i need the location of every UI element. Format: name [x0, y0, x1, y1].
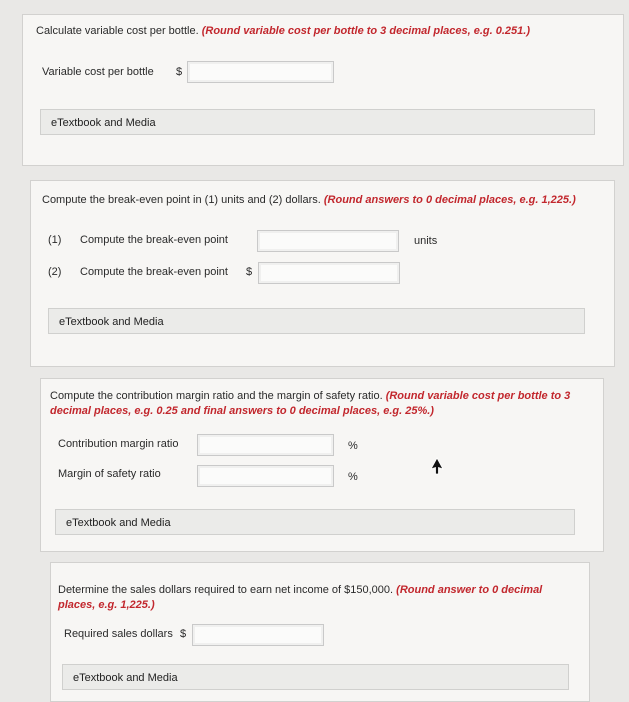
section3-etextbook-link[interactable]: eTextbook and Media [55, 509, 575, 535]
section4-question [58, 583, 568, 613]
section2-rounding-note: (Round answers to 0 decimal places, e.g. 1,225.) [323, 194, 576, 206]
margin-of-safety-ratio-unit: % [348, 471, 358, 483]
section4-etextbook-link[interactable]: eTextbook and Media [62, 664, 569, 690]
section4-question-text: Determine the sales dollars required to earn net income of $150,000. [58, 584, 394, 596]
margin-of-safety-ratio-input[interactable] [197, 465, 334, 487]
section1-rounding-note: (Round variable cost per bottle to 3 decimal places, e.g. 0.251.) [201, 25, 530, 37]
required-sales-dollars-input[interactable] [192, 624, 324, 646]
mouse-cursor-icon [430, 457, 444, 475]
section2-question [42, 193, 602, 208]
break-even-dollars-input[interactable] [258, 262, 400, 284]
section1-etextbook-link[interactable]: eTextbook and Media [40, 109, 595, 135]
section3-rounding-note: (Round variable cost per bottle to 3 decimal places, e.g. 0.25 and final answers to 0 decimal places, e.g. 25%.) [50, 390, 571, 417]
break-even-row2-number: (2) [48, 266, 62, 278]
section3-question-text: Compute the contribution margin ratio and the margin of safety ratio. [50, 390, 383, 402]
required-sales-dollars-label: Required sales dollars [64, 628, 173, 640]
break-even-units-input[interactable] [257, 230, 399, 252]
section2-etextbook-link[interactable]: eTextbook and Media [48, 308, 585, 334]
section4-rounding-note: (Round answer to 0 decimal places, e.g. 1,225.) [58, 584, 543, 611]
break-even-units-label: Compute the break-even point [80, 234, 228, 246]
section1-question [36, 24, 596, 39]
variable-cost-input[interactable] [187, 61, 334, 83]
required-sales-dollars-currency: $ [180, 628, 187, 640]
section1-question-text: Calculate variable cost per bottle. [36, 25, 199, 37]
contribution-margin-ratio-label: Contribution margin ratio [58, 438, 179, 450]
break-even-row1-number: (1) [48, 234, 62, 246]
section2-question-text: Compute the break-even point in (1) units and (2) dollars. [42, 194, 321, 206]
variable-cost-currency: $ [176, 66, 183, 78]
break-even-units-unit: units [414, 235, 438, 247]
break-even-dollars-currency: $ [246, 266, 253, 278]
break-even-dollars-label: Compute the break-even point [80, 266, 228, 278]
variable-cost-label: Variable cost per bottle [42, 66, 154, 78]
contribution-margin-ratio-input[interactable] [197, 434, 334, 456]
margin-of-safety-ratio-label: Margin of safety ratio [58, 468, 161, 480]
contribution-margin-ratio-unit: % [348, 440, 358, 452]
section3-question [50, 389, 590, 419]
